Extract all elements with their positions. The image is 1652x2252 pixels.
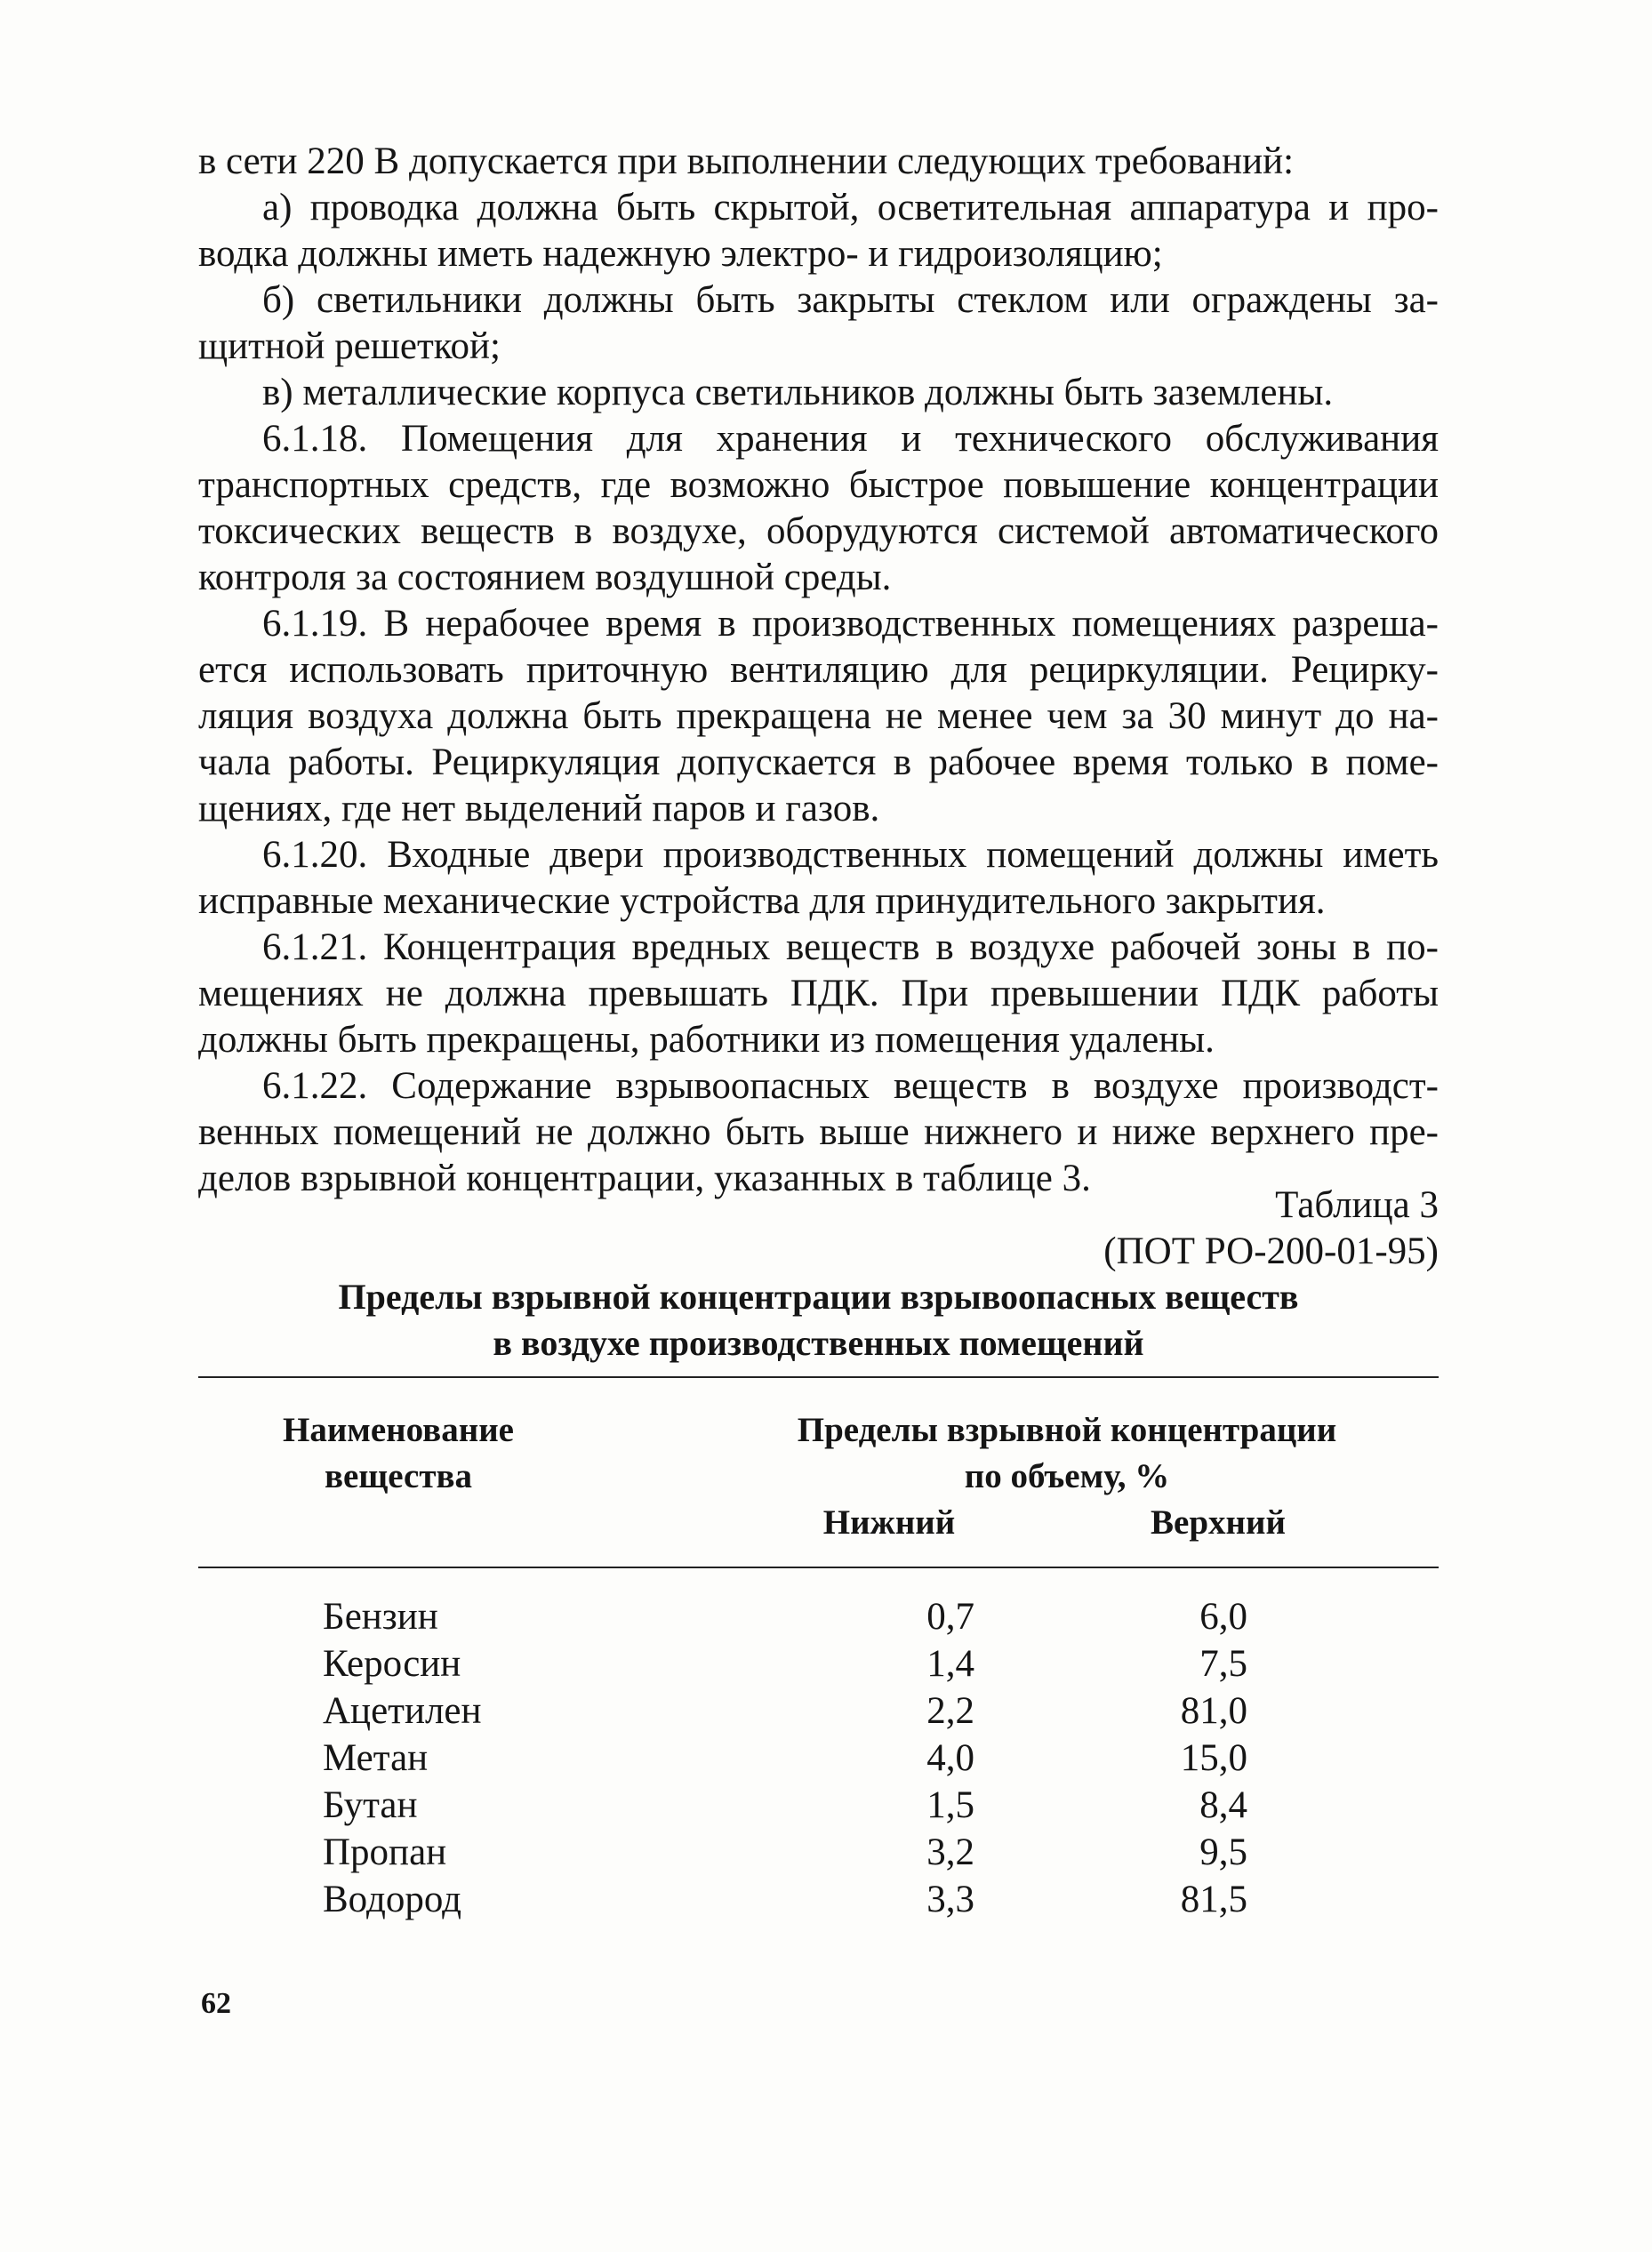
page-number: 62: [201, 1987, 231, 2020]
upper-limit: 7,5: [1199, 1643, 1247, 1685]
text-line: в) металлические корпуса светильников должны быть заземлены.: [262, 372, 1334, 413]
text-line: 6.1.21. Концентрация вредных веществ в воздухе рабочей зоны в по-: [262, 926, 1439, 968]
upper-limit: 81,5: [1180, 1879, 1247, 1920]
column-header-name-line2: вещества: [324, 1457, 473, 1495]
upper-limit: 15,0: [1180, 1737, 1247, 1779]
table-row: [198, 1640, 1439, 1687]
column-header-name-line1: Наименование: [283, 1411, 514, 1449]
text-line: щитной решеткой;: [198, 325, 501, 367]
text-line: токсических веществ в воздухе, оборудуются системой автоматического: [198, 510, 1439, 552]
text-line: транспортных средств, где возможно быстрое повышение концентрации: [198, 464, 1439, 506]
table-row: [198, 1735, 1439, 1782]
text-line: исправные механические устройства для принудительного закрытия.: [198, 880, 1326, 922]
text-line: ется использовать приточную вентиляцию для рециркуляции. Рецирку-: [198, 649, 1439, 691]
upper-limit: 8,4: [1199, 1784, 1247, 1826]
text-line: делов взрывной концентрации, указанных в таблице 3.: [198, 1158, 1091, 1199]
upper-limit: 81,0: [1180, 1690, 1247, 1732]
text-line: чала работы. Рециркуляция допускается в рабочее время только в поме-: [198, 741, 1439, 783]
text-line: 6.1.18. Помещения для хранения и технического обслуживания: [262, 418, 1439, 460]
column-header-high: Верхний: [1151, 1503, 1286, 1542]
substance-name: Керосин: [323, 1643, 461, 1685]
lower-limit: 0,7: [926, 1596, 974, 1638]
text-line: водка должны иметь надежную электро- и гидроизоляцию;: [198, 233, 1163, 275]
substance-name: Бутан: [323, 1784, 418, 1826]
text-line: 6.1.20. Входные двери производственных помещений должны иметь: [262, 834, 1439, 876]
column-header-low: Нижний: [822, 1503, 956, 1542]
table-title-line1: Пределы взрывной концентрации взрывоопасных веществ: [338, 1277, 1299, 1317]
table-label: Таблица 3: [1275, 1184, 1439, 1226]
lower-limit: 3,2: [926, 1831, 974, 1873]
text-line: должны быть прекращены, работники из помещения удалены.: [198, 1019, 1215, 1061]
body-text: [198, 139, 1439, 1202]
substance-name: Водород: [323, 1879, 461, 1920]
table-row: [198, 1829, 1439, 1876]
text-line: контроля за состоянием воздушной среды.: [198, 557, 892, 598]
substance-name: Бензин: [323, 1596, 438, 1638]
column-header-limits-line2: по объему, %: [964, 1457, 1170, 1495]
table-body: [198, 1593, 1439, 1923]
column-header-limits-line1: Пределы взрывной концентрации: [797, 1411, 1337, 1449]
table-top-rule: [198, 1376, 1439, 1378]
table-row: [198, 1593, 1439, 1640]
text-line: ляция воздуха должна быть прекращена не менее чем за 30 минут до на-: [198, 695, 1439, 737]
table-title-line2: в воздухе производственных помещений: [493, 1323, 1144, 1363]
lower-limit: 2,2: [926, 1690, 974, 1732]
text-line: мещениях не должна превышать ПДК. При превышении ПДК работы: [198, 973, 1439, 1014]
text-line: щениях, где нет выделений паров и газов.: [198, 788, 880, 829]
upper-limit: 9,5: [1199, 1831, 1247, 1873]
table-source: (ПОТ РО-200-01-95): [1103, 1230, 1439, 1272]
text-line: б) светильники должны быть закрыты стеклом или ограждены за-: [262, 279, 1439, 321]
text-line: а) проводка должна быть скрытой, осветительная аппаратура и про-: [262, 187, 1439, 228]
text-line: 6.1.22. Содержание взрывоопасных веществ в воздухе производст-: [262, 1065, 1439, 1107]
lower-limit: 1,5: [926, 1784, 974, 1826]
text-line: венных помещений не должно быть выше нижнего и ниже верхнего пре-: [198, 1111, 1439, 1153]
upper-limit: 6,0: [1199, 1596, 1247, 1638]
substance-name: Метан: [323, 1737, 429, 1779]
text-line: в сети 220 В допускается при выполнении следующих требований:: [198, 140, 1295, 182]
table-row: [198, 1876, 1439, 1923]
table-header-rule: [198, 1567, 1439, 1568]
table-row: [198, 1687, 1439, 1735]
lower-limit: 1,4: [926, 1643, 974, 1685]
lower-limit: 3,3: [926, 1879, 974, 1920]
substance-name: Пропан: [323, 1831, 447, 1873]
text-line: 6.1.19. В нерабочее время в производственных помещениях разреша-: [262, 603, 1439, 645]
table-row: [198, 1782, 1439, 1829]
lower-limit: 4,0: [926, 1737, 974, 1779]
substance-name: Ацетилен: [323, 1690, 482, 1732]
